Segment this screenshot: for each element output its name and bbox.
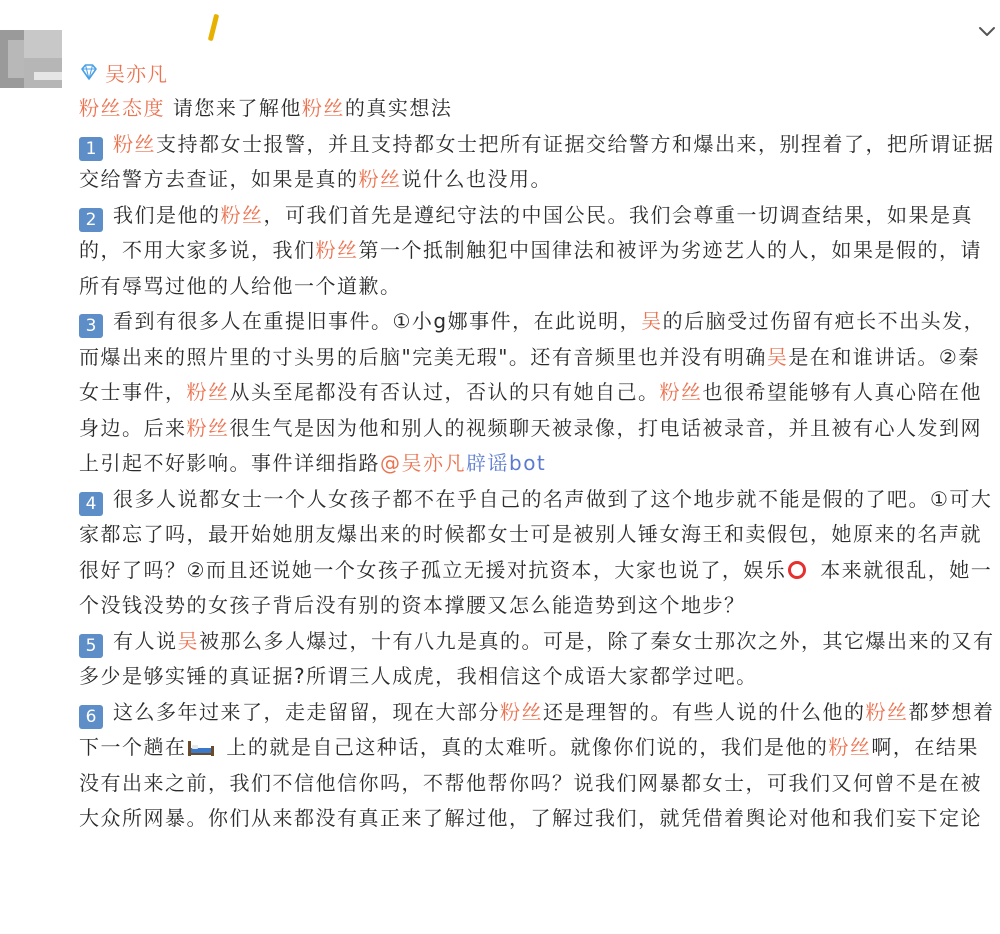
text-segment: 还是理智的。有些人说的什么他的 — [543, 699, 866, 724]
text-segment: ，可我们首先是遵纪守法的中国公民。我们会尊重一切调查结果，如果是真的，不用大家多说，我们 — [79, 202, 973, 262]
text-segment: 啊，在结果没有出来之前，我们不信他信你吗，不帮他帮你吗？说我们网暴都女士，可我们又何曾不是在被大众所网暴。你们从来都没有真正来了解过他，了解过我们，就凭借着舆论对他和我们妄下定论 — [79, 735, 982, 830]
number-badge: 6 — [79, 705, 103, 729]
keyword: 粉丝 — [186, 415, 230, 440]
bed-emoji — [187, 733, 215, 751]
red-circle-emoji — [788, 561, 806, 579]
mention-link[interactable]: @吴亦凡 — [380, 451, 466, 475]
text-segment: 被那么多人爆过，十有八九是真的。可是，除了秦女士那次之外，其它爆出来的又有多少是够实锤的真证据?所谓三人成虎，我相信这个成语大家都学过吧。 — [79, 628, 995, 688]
keyword: 粉丝 — [315, 238, 359, 262]
text-segment: 很多人说都女士一个人女孩子都不在乎自己的名声做到了这个地步就不能是假的了吧。①可大家都忘了吗，最开始她朋友爆出来的时候都女士可是被别人锤女海王和卖假包，她原来的名声就很好了吗？②而且还说她一个女孩子孤立无援对抗资本，大家也说了，娱乐 — [79, 486, 993, 582]
text-segment: 很生气是因为他和别人的视频聊天被录像，打电话被录音，并且被有心人发到网上引起不好影响。事件详细指路 — [79, 415, 982, 475]
text-segment: 支持都女士报警，并且支持都女士把所有证据交给警方和爆出来，别捏着了，把所谓证据交给警方去查证，如果是真的 — [79, 131, 995, 191]
topic-tag[interactable]: 粉丝态度 — [79, 96, 165, 120]
list-item — [79, 198, 999, 305]
profile-link[interactable]: 辟谣bot — [466, 451, 547, 475]
list-item — [79, 482, 999, 624]
keyword: 粉丝 — [500, 699, 543, 724]
avatar[interactable] — [0, 30, 62, 88]
keyword: 吴 — [641, 309, 663, 333]
text-segment: 我们是他的 — [113, 202, 221, 227]
list-item — [79, 304, 999, 482]
text-segment: 这么多年过来了，走走留留，现在大部分 — [113, 699, 500, 724]
keyword: 粉丝 — [220, 202, 264, 227]
keyword: 粉丝 — [301, 96, 345, 120]
keyword: 粉丝 — [659, 380, 703, 404]
text-segment: 第一个抵制触犯中国律法和被评为劣迹艺人的人，如果是假的，请所有辱骂过他的人给他一个道歉。 — [79, 238, 982, 298]
intro-line — [79, 91, 999, 127]
post-content — [79, 91, 999, 837]
text-segment: 从头至尾都没有否认过，否认的只有她自己。 — [229, 380, 660, 404]
text-segment: 看到有很多人在重提旧事件。①小g娜事件，在此说明， — [113, 309, 642, 333]
number-badge: 5 — [79, 634, 103, 658]
keyword: 粉丝 — [358, 167, 402, 191]
intro-tail: 的真实想法 — [344, 96, 453, 120]
list-item — [79, 127, 999, 198]
text-segment: 也很希望能够有人真心陪在他身边。后来 — [79, 380, 982, 440]
list-item — [79, 695, 999, 837]
list-item — [79, 624, 999, 695]
number-badge: 2 — [79, 208, 103, 232]
keyword: 粉丝 — [865, 699, 909, 724]
keyword: 粉丝 — [828, 735, 872, 759]
keyword: 吴 — [177, 628, 199, 653]
text-segment: 是在和谁讲话。②秦女士事件， — [79, 344, 980, 404]
author-row — [79, 57, 168, 87]
text-segment: 上的就是自己这种话，真的太难听。就像你们说的，我们是他的 — [218, 735, 829, 759]
number-badge: 4 — [79, 492, 103, 516]
author-name[interactable]: 吴亦凡 — [105, 61, 168, 86]
text-segment: 说什么也没用。 — [401, 167, 552, 191]
text-segment: 都梦想着下一个趟在 — [79, 699, 995, 759]
keyword: 粉丝 — [186, 380, 230, 404]
keyword: 吴 — [766, 344, 789, 369]
text-segment: 的后脑受过伤留有疤长不出头发，而爆出来的照片里的寸头男的后脑"完美无瑕"。还有音频里也并没有明确 — [79, 309, 986, 369]
intro-text: 请您来了解他 — [165, 96, 302, 120]
diamond-icon — [79, 62, 99, 82]
chevron-down-icon[interactable] — [976, 20, 998, 42]
number-badge: 1 — [79, 137, 103, 161]
numbered-list — [79, 127, 999, 837]
text-segment: 有人说 — [113, 628, 178, 653]
number-badge: 3 — [79, 314, 103, 338]
text-segment: 本来就很乱，她一个没钱没势的女孩子背后没有别的资本撑腰又怎么能造势到这个地步？ — [79, 557, 993, 617]
keyword: 粉丝 — [113, 131, 156, 156]
decorative-mark — [208, 14, 219, 41]
